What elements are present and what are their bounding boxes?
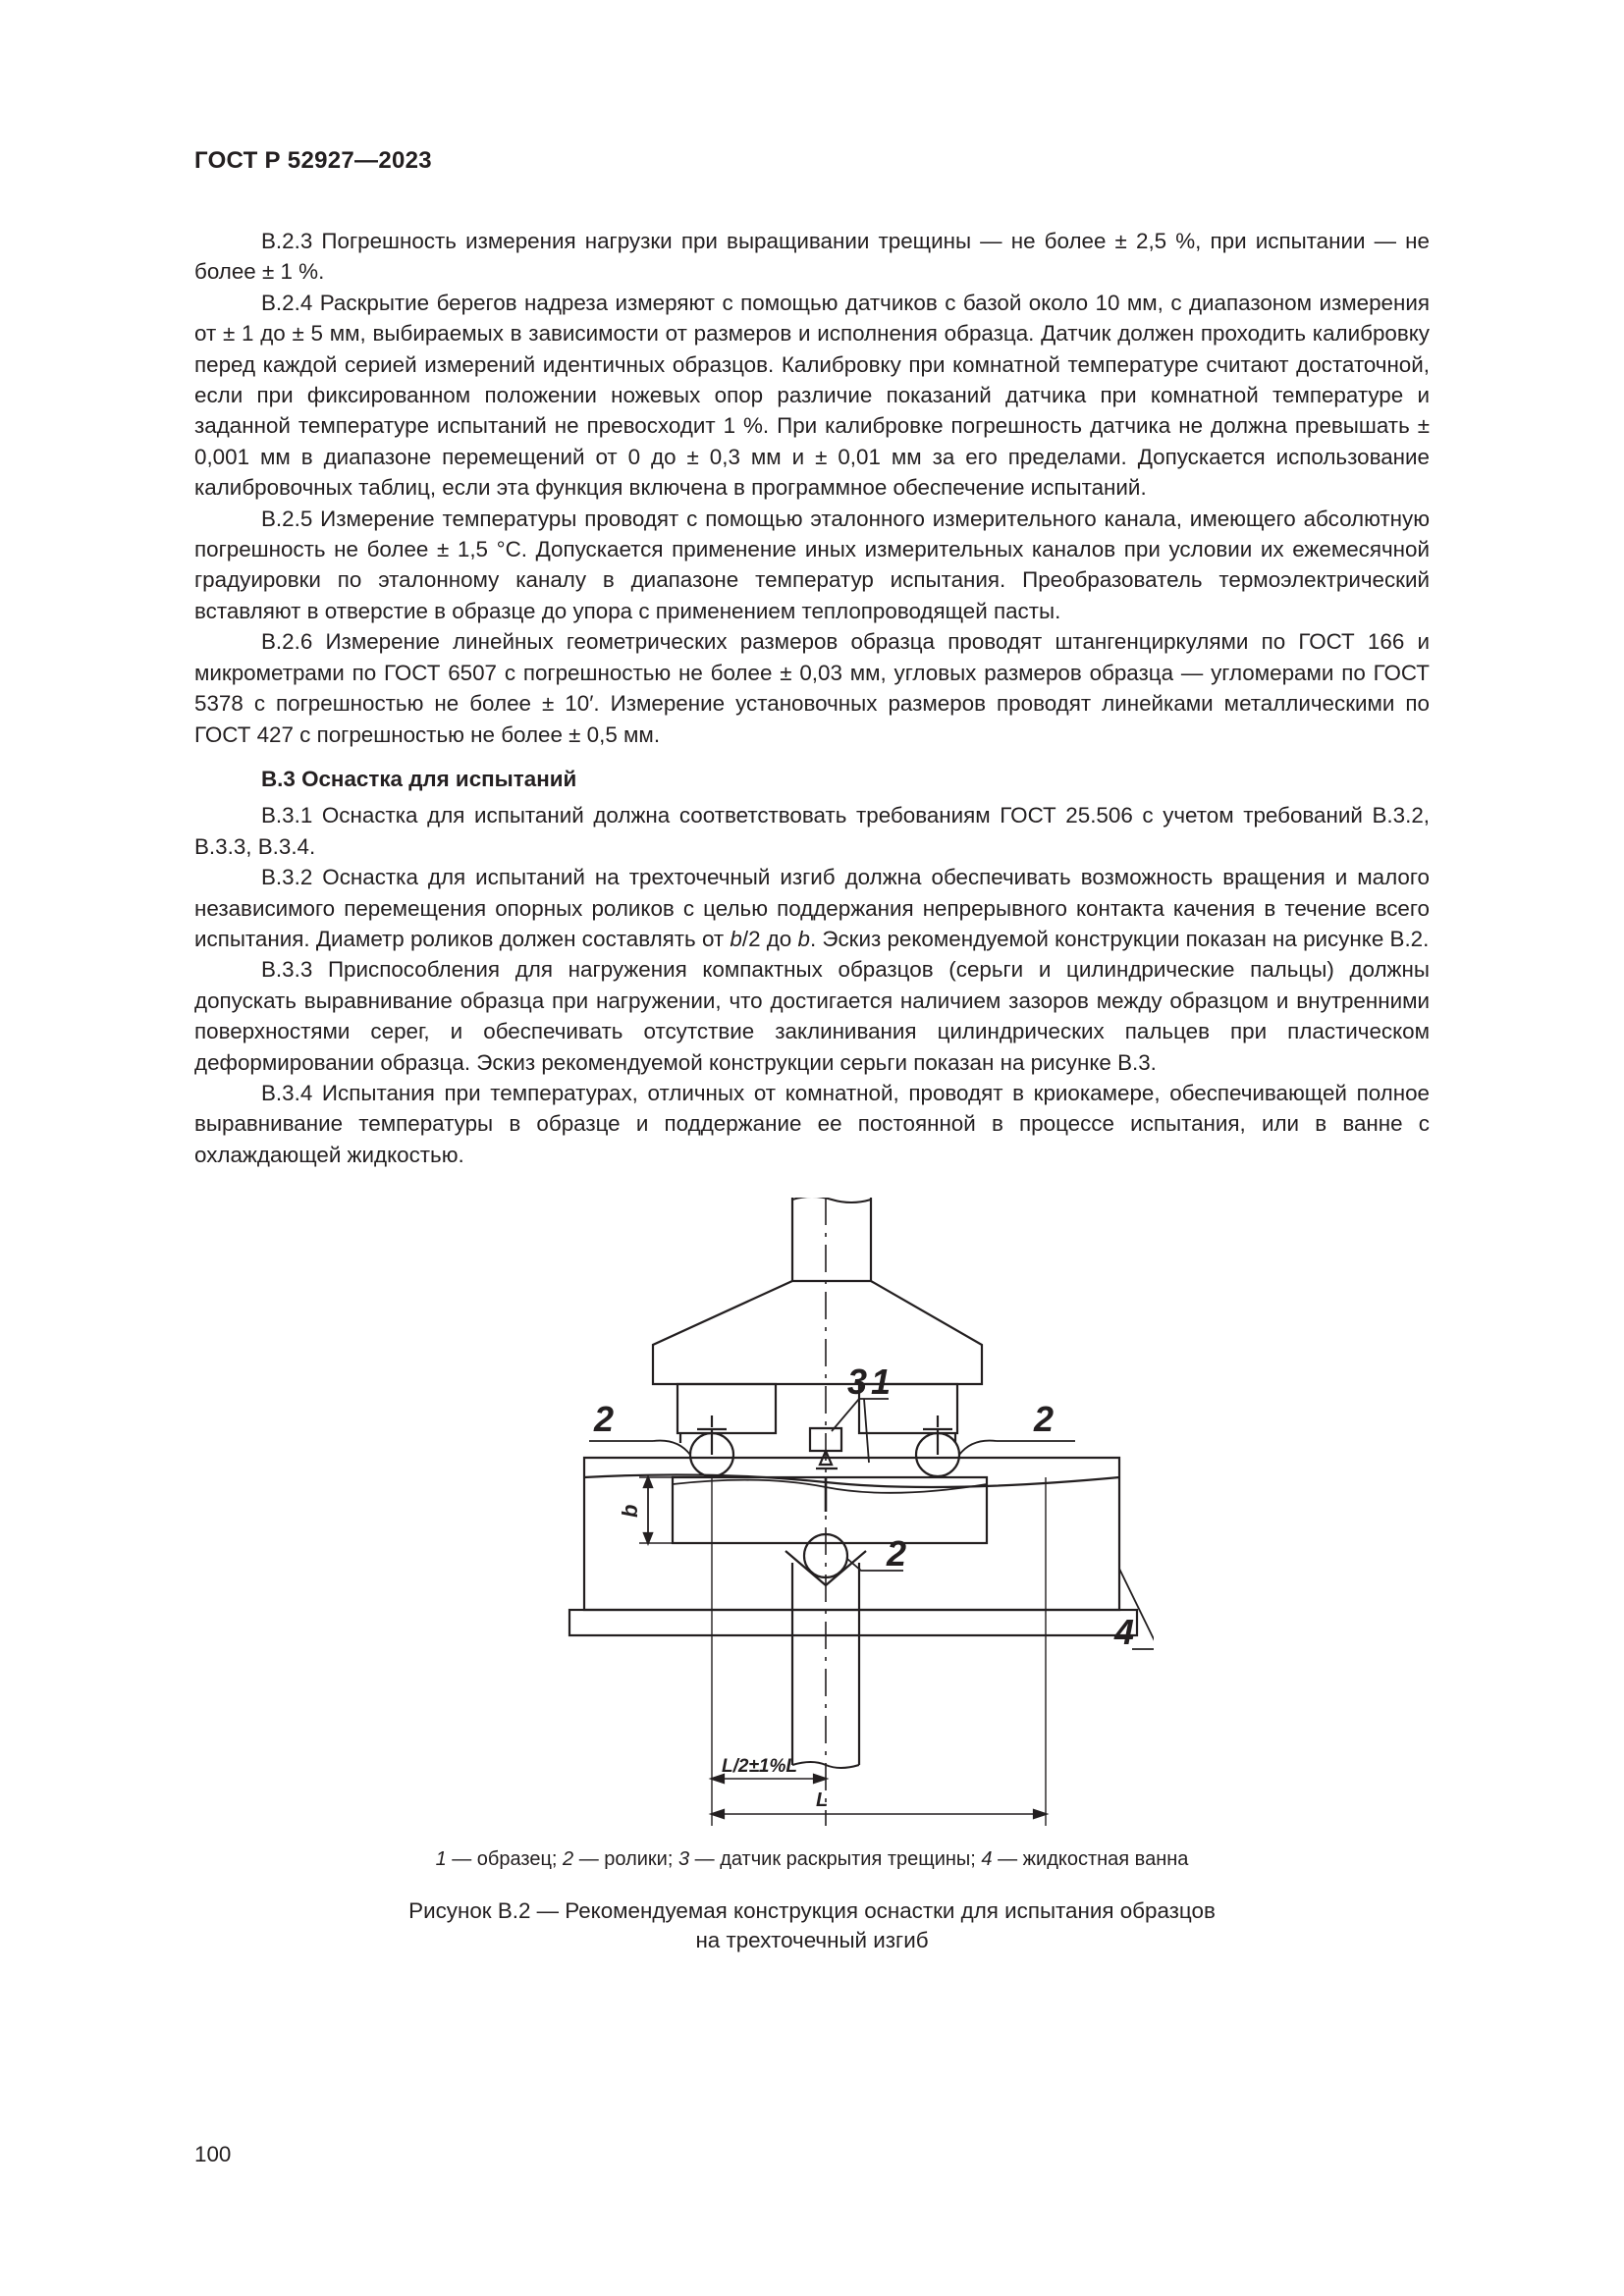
var-b: b (730, 926, 742, 951)
label-span: L (816, 1789, 829, 1811)
legend-t3: — датчик раскрытия трещины; (689, 1848, 982, 1870)
label-3: 3 (847, 1362, 868, 1402)
figure-legend (0, 1848, 1624, 1871)
section-heading-b3: В.3 Оснастка для испытаний (261, 766, 577, 791)
label-half-span: L/2±1%L (722, 1756, 797, 1777)
paragraph-b31: В.3.1 Оснастка для испытаний должна соответствовать требованиям ГОСТ 25.506 с учетом требований В.3.2, В.3.3, В.3.4. (194, 803, 1430, 859)
legend-t1: — образец; (446, 1848, 564, 1870)
paragraph-b33: В.3.3 Приспособления для нагружения компактных образцов (серьги и цилиндрические пальцы) должны допускать выравнивание образца при нагружении, что достигается наличием зазоров между образцом и внутренними поверхностями серег, и обеспечивать отсутствие заклинивания цилиндрических пальцев при пластическом деформировании образца. Эскиз рекомендуемой конструкции серьги показан на рисунке В.3. (194, 957, 1430, 1075)
paragraph-b34: В.3.4 Испытания при температурах, отличных от комнатной, проводят в криокамере, обеспечивающей полное выравнивание температуры в образце и поддержание ее постоянной в процессе испытания, или в ванне с охлаждающей жидкостью. (194, 1080, 1430, 1167)
figure-b2 (565, 1198, 1154, 1826)
figure-caption-line1: Рисунок В.2 — Рекомендуемая конструкция оснастки для испытания образцов (408, 1898, 1216, 1923)
label-b: b (618, 1504, 642, 1518)
label-2-left: 2 (594, 1399, 615, 1439)
var-b: b (797, 926, 810, 951)
figure-caption-line2: на трехточечный изгиб (695, 1928, 929, 1952)
paragraph-b26: В.2.6 Измерение линейных геометрических размеров образца проводят штангенциркулями по ГОСТ 166 и микрометрами по ГОСТ 6507 с погрешностью не более ± 0,03 мм, угловых размеров образца — угломерами по ГОСТ 5378 с погрешностью не более ± 10′. Измерение установочных размеров проводят линейками металлическими по ГОСТ 427 с погрешностью не более ± 0,5 мм. (194, 629, 1430, 747)
paragraph-b32-part-b: /2 до (741, 926, 798, 951)
loading-rod (792, 1198, 871, 1281)
paragraph-b25: В.2.5 Измерение температуры проводят с помощью эталонного измерительного канала, имеющего абсолютную погрешность не более ± 1,5 °С. Допускается применение иных измерительных каналов при условии их ежемесячной градуировки по эталонному каналу в диапазоне температур испытания. Преобразователь термоэлектрический вставляют в отверстие в образце до упора с применением теплопроводящей пасты. (194, 506, 1430, 623)
paragraph-b23: В.2.3 Погрешность измерения нагрузки при выращивании трещины — не более ± 2,5 %, при испытании — не более ± 1 %. (194, 229, 1430, 285)
legend-n3: 3 (677, 1848, 690, 1870)
legend-t4: — жидкостная ванна (992, 1848, 1189, 1870)
figure-caption (0, 1896, 1624, 1955)
label-4: 4 (1114, 1612, 1135, 1652)
document-header: ГОСТ Р 52927—2023 (194, 147, 432, 174)
paragraph-b24: В.2.4 Раскрытие берегов надреза измеряют с помощью датчиков с базой около 10 мм, с диапазоном измерения от ± 1 до ± 5 мм, выбираемых в зависимости от размеров и исполнения образца. Датчик должен проходить калибровку перед каждой серией измерений идентичных образцов. Калибровку при комнатной температуре считают достаточной, если при фиксированном положении ножевых опор различие показаний датчика при комнатной температуре и заданной температуре испытаний не превосходит 1 %. При калибровке погрешность датчика не должна превышать ± 0,001 мм в диапазоне перемещений от 0 до ± 0,3 мм и ± 0,01 мм за его пределами. Допускается использование калибровочных таблиц, если эта функция включена в программное обеспечение испытаний. (194, 290, 1430, 501)
liquid-bath (584, 1458, 1119, 1610)
legend-n1: 1 (435, 1848, 447, 1870)
figure-drawing (565, 1198, 1154, 1826)
page-number: 100 (194, 2142, 232, 2166)
body-text (194, 226, 1430, 1170)
label-1: 1 (871, 1362, 892, 1402)
paragraph-b32-part-c: . Эскиз рекомендуемой конструкции показан на рисунке В.2. (809, 926, 1430, 951)
loading-head (653, 1281, 982, 1384)
paragraph-b32-part-a: В.3.2 Оснастка для испытаний на трехточечный изгиб должна обеспечивать возможность вращения и малого независимого перемещения опорных роликов с целью поддержания непрерывного контакта качения в течение всего испытания. Диаметр роликов должен составлять от (194, 865, 1430, 951)
paragraph-b32 (194, 862, 1430, 954)
legend-n2: 2 (563, 1848, 574, 1870)
left-roller-block (677, 1384, 776, 1433)
label-2-right: 2 (1034, 1399, 1055, 1439)
label-2-bottom: 2 (887, 1533, 907, 1574)
legend-t2: — ролики; (573, 1848, 678, 1870)
legend-n4: 4 (981, 1848, 993, 1870)
